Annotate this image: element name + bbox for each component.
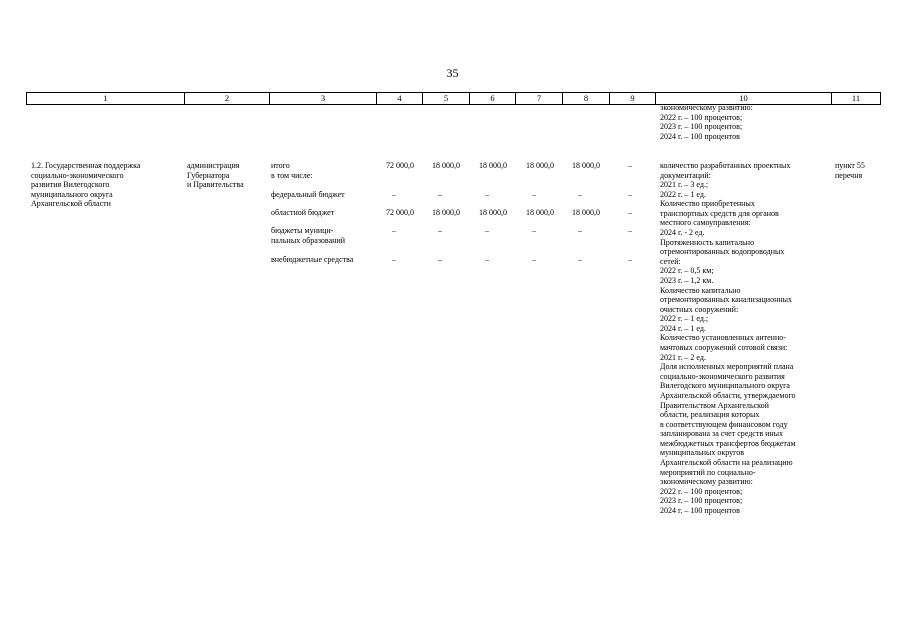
carry-over-line: экономическому развитию: [660, 103, 753, 112]
amount-cell-v7: 18 000,0 [526, 161, 554, 170]
header-col-7: 7 [515, 93, 562, 104]
carry-over-line: 2024 г. – 100 процентов [660, 131, 740, 141]
row-name-line: Архангельской области [31, 199, 111, 209]
indicator-line: транспортных средств для органов [660, 208, 779, 218]
indicator-line: Доля исполненных мероприятий плана [660, 362, 794, 372]
funding-source-label: пальных образований [271, 235, 345, 245]
amount-cell-v6: – [485, 190, 489, 199]
indicator-line: запланирована за счет средств иных [660, 429, 784, 439]
indicator-line: сетей: [660, 256, 681, 266]
amount-cell-v8: 18 000,0 [572, 161, 600, 170]
amount-cell-v6: 18 000,0 [479, 208, 507, 217]
indicator-line: отремонтированных водопроводных [660, 247, 785, 257]
indicator-line: социально-экономического развития [660, 371, 785, 381]
amount-cell-v8: – [578, 190, 582, 199]
amount-cell-v7: 18 000,0 [526, 208, 554, 217]
reference-line: перечня [835, 170, 863, 180]
amount-cell-v7: – [532, 190, 536, 199]
header-col-4: 4 [376, 93, 422, 104]
indicator-line: очистных сооружений: [660, 304, 739, 314]
indicator-line: Количество капитально [660, 285, 741, 295]
indicator-line: Протяженность капитально [660, 237, 755, 247]
indicator-line: 2024 г. – 1 ед. [660, 323, 706, 333]
amount-cell-v6: 18 000,0 [479, 161, 507, 170]
executor-line: администрация [187, 161, 240, 170]
executor-line: и Правительства [187, 180, 244, 190]
indicator-line: 2021 г. – 3 ед.; [660, 180, 709, 190]
funding-source-label: внебюджетные средства [271, 255, 354, 264]
header-col-2: 2 [184, 93, 269, 104]
row-name-line: развития Вилегодского [31, 180, 110, 190]
header-col-8: 8 [562, 93, 609, 104]
funding-source-label: в том числе: [271, 170, 313, 180]
indicator-line: межбюджетных трансфертов бюджетам [660, 438, 796, 448]
header-col-1: 1 [103, 93, 108, 103]
carry-over-line: 2022 г. – 100 процентов; [660, 112, 743, 122]
indicator-line: 2023 г. – 1,2 км. [660, 275, 714, 285]
amount-cell-v9: – [628, 208, 632, 217]
funding-source-label: областной бюджет [271, 208, 335, 217]
amount-cell-v4: 72 000,0 [386, 161, 414, 170]
indicator-line: местного самоуправления: [660, 218, 751, 228]
amount-cell-v8: 18 000,0 [572, 208, 600, 217]
amount-cell-v5: – [438, 255, 442, 264]
indicator-line: Количество установленных антенно- [660, 333, 786, 343]
header-col-6: 6 [469, 93, 515, 104]
header-col-3: 3 [269, 93, 376, 104]
amount-cell-v5: 18 000,0 [432, 208, 460, 217]
carry-over-line: 2023 г. – 100 процентов; [660, 122, 743, 132]
header-col-11: 11 [831, 93, 880, 104]
indicator-line: 2022 г. – 1 ед. [660, 189, 706, 199]
indicator-line: Архангельской области на реализацию [660, 457, 793, 467]
indicator-line: в соответствующем финансовом году [660, 419, 788, 429]
indicator-line: Количество приобретенных [660, 199, 755, 209]
header-col-10: 10 [655, 93, 831, 104]
amount-cell-v6: – [485, 226, 489, 235]
indicator-line: мероприятий по социально- [660, 467, 756, 477]
indicator-line: Правительством Архангельской [660, 400, 769, 410]
amount-cell-v4: – [392, 190, 396, 199]
funding-source-label: федеральный бюджет [271, 190, 345, 199]
indicator-line: 2024 г. – 100 процентов [660, 505, 740, 515]
amount-cell-v6: – [485, 255, 489, 264]
header-col-5: 5 [422, 93, 469, 104]
row-name-line: 1.2. Государственная поддержка [31, 161, 141, 170]
amount-cell-v4: – [392, 255, 396, 264]
amount-cell-v7: – [532, 226, 536, 235]
indicator-line: экономическому развитию: [660, 477, 753, 487]
funding-source-label: бюджеты муници- [271, 226, 334, 235]
row-name-line: социально-экономического [31, 170, 124, 180]
indicator-line: мачтовых сооружений сотовой связи: [660, 343, 788, 353]
header-col-9: 9 [609, 93, 655, 104]
amount-cell-v7: – [532, 255, 536, 264]
executor-line: Губернатора [187, 170, 230, 180]
amount-cell-v4: 72 000,0 [386, 208, 414, 217]
amount-cell-v5: 18 000,0 [432, 161, 460, 170]
indicator-line: 2024 г. - 2 ед. [660, 228, 705, 238]
amount-cell-v8: – [578, 226, 582, 235]
funding-source-label: итого [271, 161, 290, 170]
indicator-line: Архангельской области, утверждаемого [660, 390, 796, 400]
indicator-line: 2022 г. – 0,5 км; [660, 266, 714, 276]
indicator-line: отремонтированных канализационных [660, 295, 793, 305]
row-name-line: муниципального округа [31, 189, 113, 199]
reference-line: пункт 55 [835, 161, 865, 170]
indicator-line: 2021 г. – 2 ед. [660, 352, 706, 362]
page-number: 35 [446, 66, 459, 80]
indicator-line: количество разработанных проектных [660, 161, 791, 170]
amount-cell-v8: – [578, 255, 582, 264]
indicator-line: документаций: [660, 170, 711, 180]
amount-cell-v9: – [628, 190, 632, 199]
amount-cell-v5: – [438, 226, 442, 235]
indicator-line: муниципальных округов [660, 448, 745, 458]
indicator-line: Вилегодского муниципального округа [660, 381, 790, 391]
indicator-line: 2023 г. – 100 процентов; [660, 496, 743, 506]
amount-cell-v9: – [628, 161, 632, 170]
amount-cell-v9: – [628, 255, 632, 264]
indicator-line: 2022 г. – 1 ед.; [660, 314, 709, 324]
indicator-line: 2022 г. – 100 процентов; [660, 486, 743, 496]
indicator-line: области, реализация которых [660, 410, 760, 420]
amount-cell-v9: – [628, 226, 632, 235]
amount-cell-v5: – [438, 190, 442, 199]
amount-cell-v4: – [392, 226, 396, 235]
